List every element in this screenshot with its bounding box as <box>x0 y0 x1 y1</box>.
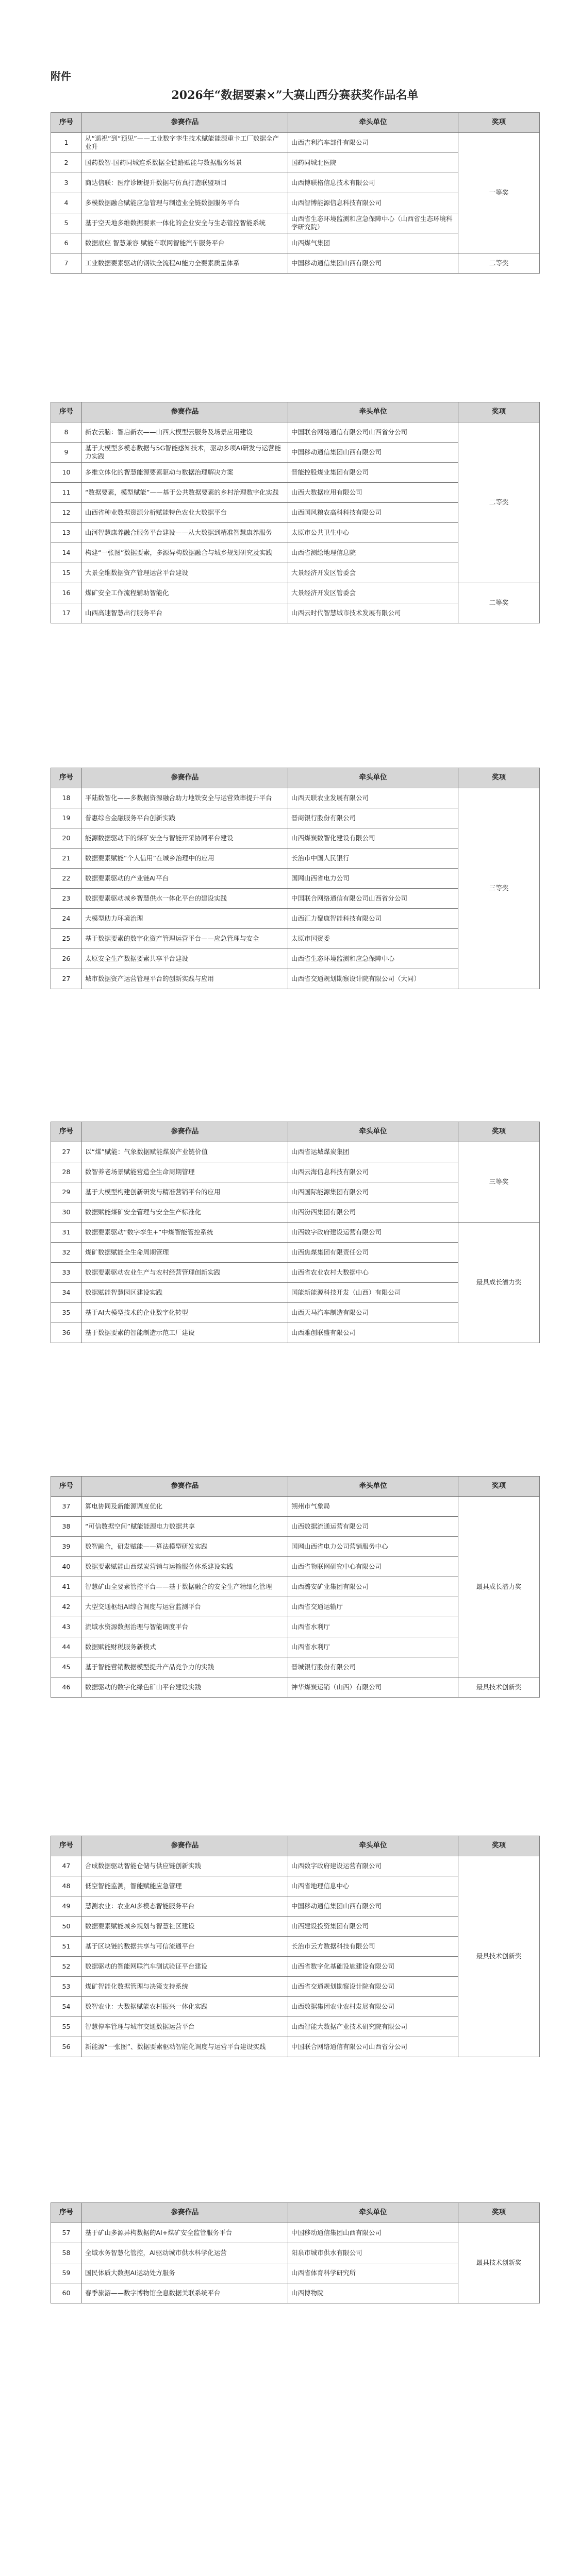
table-row <box>51 1856 540 1876</box>
table-header-row <box>51 1477 540 1497</box>
work-title: 数据赋能智慧园区建设实践 <box>82 1283 288 1303</box>
work-title: 太原安全生产数据要素共享平台建设 <box>82 949 288 969</box>
work-title: 煤矿安全工作流程辅助智能化 <box>82 583 288 603</box>
work-title: 数据驱动的数字化绿色矿山平台建设实践 <box>82 1677 288 1698</box>
lead-unit: 中国联合网络通信有限公司山西省分公司 <box>288 889 458 909</box>
row-number: 59 <box>51 2263 82 2283</box>
work-title: 数智融合，研发赋能——算法模型研发实践 <box>82 1537 288 1557</box>
row-number: 9 <box>51 443 82 463</box>
row-number: 46 <box>51 1677 82 1698</box>
column-header: 序号 <box>51 2203 82 2223</box>
work-title: 城市数据资产运营管理平台的创新实践与应用 <box>82 969 288 989</box>
lead-unit: 太原市公共卫生中心 <box>288 523 458 543</box>
row-number: 12 <box>51 503 82 523</box>
table-header-row <box>51 1122 540 1142</box>
award-cell: 三等奖 <box>458 788 540 989</box>
work-title: 大模型助力环境治理 <box>82 909 288 929</box>
row-number: 51 <box>51 1937 82 1957</box>
work-title: 山河智慧康养融合服务平台建设——从大数据到精准智慧康养服务 <box>82 523 288 543</box>
lead-unit: 山西省水利厅 <box>288 1637 458 1657</box>
row-number: 42 <box>51 1597 82 1617</box>
column-header: 序号 <box>51 768 82 788</box>
row-number: 38 <box>51 1517 82 1537</box>
work-title: 数据要素驱动“数字孪生+”中煤智能管控系统 <box>82 1223 288 1243</box>
work-title: 算电协同及新能源调度优化 <box>82 1497 288 1517</box>
lead-unit: 山西省水利厅 <box>288 1617 458 1637</box>
work-title: 数智养老场景赋能营造全生命周期管理 <box>82 1162 288 1182</box>
row-number: 35 <box>51 1303 82 1323</box>
work-title: 合成数据驱动智能仓储与供应链创新实践 <box>82 1856 288 1876</box>
lead-unit: 晋能控股煤业集团有限公司 <box>288 463 458 483</box>
lead-unit: 山西大数据应用有限公司 <box>288 483 458 503</box>
lead-unit: 山西省体育科学研究所 <box>288 2263 458 2283</box>
row-number: 3 <box>51 173 82 193</box>
work-title: 数据要素驱动城乡智慧供水一体化平台的建设实践 <box>82 889 288 909</box>
award-cell: 二等奖 <box>458 583 540 623</box>
work-title: 多维立体化的智慧能源要素驱动与数据治理解决方案 <box>82 463 288 483</box>
row-number: 15 <box>51 563 82 583</box>
column-header: 序号 <box>51 1122 82 1142</box>
row-number: 39 <box>51 1537 82 1557</box>
row-number: 21 <box>51 849 82 869</box>
lead-unit: 山西建设投资集团有限公司 <box>288 1917 458 1937</box>
work-title: 国民体质大数据AI运动处方服务 <box>82 2263 288 2283</box>
column-header: 牵头单位 <box>288 402 458 422</box>
row-number: 26 <box>51 949 82 969</box>
work-title: 数据驱动的智能网联汽车测试验证平台建设 <box>82 1957 288 1977</box>
row-number: 2 <box>51 153 82 173</box>
lead-unit: 山西数字政府建设运营有限公司 <box>288 1856 458 1876</box>
work-title: 基于大模型多模态数据与5G智能感知技术，驱动多项AI研发与运营能力实践 <box>82 443 288 463</box>
award-table <box>51 2202 540 2303</box>
row-number: 11 <box>51 483 82 503</box>
row-number: 6 <box>51 233 82 253</box>
column-header: 参赛作品 <box>82 2203 288 2223</box>
row-number: 30 <box>51 1202 82 1223</box>
row-number: 5 <box>51 213 82 233</box>
table-header-row <box>51 113 540 133</box>
row-number: 20 <box>51 828 82 849</box>
column-header: 序号 <box>51 1477 82 1497</box>
work-title: 山西高速智慧出行服务平台 <box>82 603 288 623</box>
row-number: 29 <box>51 1182 82 1202</box>
lead-unit: 国能新能源科技开发（山西）有限公司 <box>288 1283 458 1303</box>
column-header: 牵头单位 <box>288 768 458 788</box>
table-header-row <box>51 2203 540 2223</box>
row-number: 49 <box>51 1896 82 1917</box>
work-title: 大型交通枢纽AI综合调度与运营监测平台 <box>82 1597 288 1617</box>
lead-unit: 山西省生态环境监测和应急保障中心（山西省生态环境科学研究院） <box>288 213 458 233</box>
lead-unit: 山西吉利汽车部件有限公司 <box>288 133 458 153</box>
column-header: 奖项 <box>458 1122 540 1142</box>
work-title: 山西省种业数据资源分析赋能特色农业大数据平台 <box>82 503 288 523</box>
lead-unit: 山西省交通规划勘察设计院有限公司（大同） <box>288 969 458 989</box>
lead-unit: 中国移动通信集团山西有限公司 <box>288 443 458 463</box>
column-header: 牵头单位 <box>288 1477 458 1497</box>
work-title: 数据要素赋能城乡规划与智慧社区建设 <box>82 1917 288 1937</box>
award-table <box>51 768 540 989</box>
award-table <box>51 112 540 274</box>
column-header: 牵头单位 <box>288 1836 458 1856</box>
row-number: 16 <box>51 583 82 603</box>
lead-unit: 山西天马汽车制造有限公司 <box>288 1303 458 1323</box>
work-title: 基于大模型构建创新研发与精准营销平台的应用 <box>82 1182 288 1202</box>
work-title: 基于数据要素的数字化资产管理运营平台——应急管理与安全 <box>82 929 288 949</box>
lead-unit: 中国移动通信集团山西有限公司 <box>288 1896 458 1917</box>
lead-unit: 中国联合网络通信有限公司山西省分公司 <box>288 2037 458 2057</box>
table-row <box>51 133 540 153</box>
work-title: 智慧停车管理与城市交通数据运营平台 <box>82 2017 288 2037</box>
column-header: 参赛作品 <box>82 1122 288 1142</box>
lead-unit: 山西省交通运输厅 <box>288 1597 458 1617</box>
row-number: 43 <box>51 1617 82 1637</box>
work-title: 普惠综合金融服务平台创新实践 <box>82 808 288 828</box>
lead-unit: 大景经济开发区管委会 <box>288 583 458 603</box>
row-number: 45 <box>51 1657 82 1677</box>
lead-unit: 晋商银行股份有限公司 <box>288 808 458 828</box>
lead-unit: 山西汇力聚康智能科技有限公司 <box>288 909 458 929</box>
row-number: 31 <box>51 1223 82 1243</box>
lead-unit: 山西煤炭数智化建设有限公司 <box>288 828 458 849</box>
column-header: 奖项 <box>458 402 540 422</box>
row-number: 32 <box>51 1243 82 1263</box>
column-header: 参赛作品 <box>82 768 288 788</box>
work-title: “数据要素，模型赋能”——基于公共数据要素的乡村治理数字化实践 <box>82 483 288 503</box>
row-number: 34 <box>51 1283 82 1303</box>
work-title: 基于数据要素的智能制造示范工厂建设 <box>82 1323 288 1343</box>
lead-unit: 山西省运城煤炭集团 <box>288 1142 458 1162</box>
row-number: 8 <box>51 422 82 443</box>
lead-unit: 中国移动通信集团山西有限公司 <box>288 2223 458 2243</box>
row-number: 18 <box>51 788 82 808</box>
work-title: 慧测农业：农业AI多模态智能服务平台 <box>82 1896 288 1917</box>
lead-unit: 山西省地理信息中心 <box>288 1876 458 1896</box>
row-number: 1 <box>51 133 82 153</box>
row-number: 7 <box>51 253 82 274</box>
table-row <box>51 253 540 274</box>
work-title: 工业数据要素驱动的钢铁全流程AI能力全要素质量体系 <box>82 253 288 274</box>
lead-unit: 山西博联格信息技术有限公司 <box>288 173 458 193</box>
award-cell: 最具技术创新奖 <box>458 2223 540 2303</box>
row-number: 44 <box>51 1637 82 1657</box>
work-title: 低空智能监测，智能赋能应急管理 <box>82 1876 288 1896</box>
work-title: 新能源“一张图”、数据要素驱动智能化调度与运营平台建设实践 <box>82 2037 288 2057</box>
row-number: 36 <box>51 1323 82 1343</box>
lead-unit: 山西智能大数据产业技术研究院有限公司 <box>288 2017 458 2037</box>
lead-unit: 晋城银行股份有限公司 <box>288 1657 458 1677</box>
work-title: 商达信联：医疗诊断提升数据与仿真打造联盟项目 <box>82 173 288 193</box>
table-row <box>51 1497 540 1517</box>
lead-unit: 中国移动通信集团山西有限公司 <box>288 253 458 274</box>
work-title: 煤矿数据赋能全生命周期管理 <box>82 1243 288 1263</box>
work-title: 构建“一张图”数据要素，多源异构数据融合与城乡规划研究及实践 <box>82 543 288 563</box>
lead-unit: 国网山西省电力公司营销服务中心 <box>288 1537 458 1557</box>
work-title: 以“煤”赋能：气象数据赋能煤炭产业链价值 <box>82 1142 288 1162</box>
work-title: 数据要素驱动的产业链AI平台 <box>82 869 288 889</box>
document-title: 2026年“数据要素×”大赛山西分赛获奖作品名单 <box>171 89 419 102</box>
work-title: 能源数据驱动下的煤矿安全与智能开采协同平台建设 <box>82 828 288 849</box>
work-title: 从“遥祝”到“预见”——工业数字孪生技术赋能能源重卡工厂数据全产业升 <box>82 133 288 153</box>
work-title: 多模数据融合赋能应急管理与制造业全链数据服务平台 <box>82 193 288 213</box>
lead-unit: 山西省物联网研究中心有限公司 <box>288 1557 458 1577</box>
lead-unit: 阳泉市城市供水有限公司 <box>288 2243 458 2263</box>
column-header: 牵头单位 <box>288 113 458 133</box>
row-number: 52 <box>51 1957 82 1977</box>
row-number: 4 <box>51 193 82 213</box>
row-number: 60 <box>51 2283 82 2303</box>
lead-unit: 长治市中国人民银行 <box>288 849 458 869</box>
row-number: 14 <box>51 543 82 563</box>
lead-unit: 大景经济开发区管委会 <box>288 563 458 583</box>
column-header: 序号 <box>51 1836 82 1856</box>
table-header-row <box>51 402 540 422</box>
row-number: 41 <box>51 1577 82 1597</box>
row-number: 54 <box>51 1997 82 2017</box>
table-row <box>51 1223 540 1243</box>
work-title: 数据要素赋能“个人信用”在城乡治理中的应用 <box>82 849 288 869</box>
work-title: 数智农业：大数据赋能农村振兴一体化实践 <box>82 1997 288 2017</box>
lead-unit: 山西省测绘地理信息院 <box>288 543 458 563</box>
work-title: 流域水资源数据治理与智能调度平台 <box>82 1617 288 1637</box>
row-number: 48 <box>51 1876 82 1896</box>
row-number: 10 <box>51 463 82 483</box>
row-number: 27 <box>51 1142 82 1162</box>
row-number: 55 <box>51 2017 82 2037</box>
award-cell: 二等奖 <box>458 422 540 583</box>
row-number: 13 <box>51 523 82 543</box>
row-number: 22 <box>51 869 82 889</box>
row-number: 47 <box>51 1856 82 1876</box>
award-cell: 最具成长潜力奖 <box>458 1223 540 1343</box>
work-title: 基于矿山多源异构数据的AI+煤矿安全监管服务平台 <box>82 2223 288 2243</box>
lead-unit: 山西焦煤集团有限责任公司 <box>288 1243 458 1263</box>
award-table <box>51 1122 540 1343</box>
row-number: 24 <box>51 909 82 929</box>
lead-unit: 山西天联农业发展有限公司 <box>288 788 458 808</box>
row-number: 37 <box>51 1497 82 1517</box>
lead-unit: 神华煤炭运销（山西）有限公司 <box>288 1677 458 1698</box>
attachment-label: 附件 <box>51 70 71 82</box>
award-cell: 二等奖 <box>458 253 540 274</box>
lead-unit: 山西数据集团农业农村发展有限公司 <box>288 1997 458 2017</box>
lead-unit: 山西省数字化基础设施建设有限公司 <box>288 1957 458 1977</box>
row-number: 19 <box>51 808 82 828</box>
lead-unit: 山西数据流通运营有限公司 <box>288 1517 458 1537</box>
row-number: 28 <box>51 1162 82 1182</box>
lead-unit: 山西数字政府建设运营有限公司 <box>288 1223 458 1243</box>
lead-unit: 山西煤气集团 <box>288 233 458 253</box>
work-title: 新农云脑：智启新农——山西大模型云服务及场景应用建设 <box>82 422 288 443</box>
award-cell: 最具技术创新奖 <box>458 1856 540 2057</box>
lead-unit: 太原市国资委 <box>288 929 458 949</box>
lead-unit: 长治市云方数据科技有限公司 <box>288 1937 458 1957</box>
column-header: 参赛作品 <box>82 1477 288 1497</box>
lead-unit: 国药同城北医院 <box>288 153 458 173</box>
column-header: 牵头单位 <box>288 1122 458 1142</box>
work-title: 数据底座 智慧兼容 赋能车联网智能汽车服务平台 <box>82 233 288 253</box>
lead-unit: 山西省交通规划勘察设计院有限公司 <box>288 1977 458 1997</box>
work-title: 基于AI大模型技术的企业数字化转型 <box>82 1303 288 1323</box>
lead-unit: 山西智博能源信息科技有限公司 <box>288 193 458 213</box>
work-title: 数据要素驱动农业生产与农村经营管理创新实践 <box>82 1263 288 1283</box>
row-number: 23 <box>51 889 82 909</box>
work-title: 数据赋能煤矿安全管理与安全生产标准化 <box>82 1202 288 1223</box>
award-cell: 最具成长潜力奖 <box>458 1497 540 1677</box>
row-number: 27 <box>51 969 82 989</box>
row-number: 40 <box>51 1557 82 1577</box>
table-row <box>51 2223 540 2243</box>
table-row <box>51 1677 540 1698</box>
work-title: 数据要素赋能山西煤炭营销与运输服务体系建设实践 <box>82 1557 288 1577</box>
column-header: 牵头单位 <box>288 2203 458 2223</box>
work-title: 数据赋能财税服务新模式 <box>82 1637 288 1657</box>
column-header: 参赛作品 <box>82 113 288 133</box>
work-title: 基于区块链的数据共享与可信流通平台 <box>82 1937 288 1957</box>
column-header: 序号 <box>51 402 82 422</box>
table-row <box>51 788 540 808</box>
award-cell: 最具技术创新奖 <box>458 1677 540 1698</box>
work-title: 基于智能营销数据模型提升产品竞争力的实践 <box>82 1657 288 1677</box>
work-title: 大景全维数据资产管理运营平台建设 <box>82 563 288 583</box>
award-table <box>51 1836 540 2057</box>
column-header: 奖项 <box>458 768 540 788</box>
column-header: 参赛作品 <box>82 402 288 422</box>
work-title: 平陆数智化——多数据资源融合助力地铁安全与运营效率提升平台 <box>82 788 288 808</box>
lead-unit: 山西潞安矿业集团有限公司 <box>288 1577 458 1597</box>
row-number: 58 <box>51 2243 82 2263</box>
lead-unit: 山西省生态环境监测和应急保障中心 <box>288 949 458 969</box>
row-number: 53 <box>51 1977 82 1997</box>
award-table <box>51 402 540 623</box>
work-title: 智慧矿山全要素管控平台——基于数据融合的安全生产精细化管理 <box>82 1577 288 1597</box>
lead-unit: 山西省农业农村大数据中心 <box>288 1263 458 1283</box>
lead-unit: 山西国风粮农高科科技有限公司 <box>288 503 458 523</box>
award-table <box>51 1476 540 1698</box>
work-title: 国药数智-国药同城连系数据全链路赋能与数据服务场景 <box>82 153 288 173</box>
table-row <box>51 1142 540 1162</box>
row-number: 57 <box>51 2223 82 2243</box>
lead-unit: 山西国际能源集团有限公司 <box>288 1182 458 1202</box>
lead-unit: 山西博物院 <box>288 2283 458 2303</box>
table-header-row <box>51 1836 540 1856</box>
work-title: “可信数据空间”赋能能源电力数据共享 <box>82 1517 288 1537</box>
lead-unit: 山西云时代智慧城市技术发展有限公司 <box>288 603 458 623</box>
lead-unit: 国网山西省电力公司 <box>288 869 458 889</box>
row-number: 33 <box>51 1263 82 1283</box>
row-number: 25 <box>51 929 82 949</box>
row-number: 17 <box>51 603 82 623</box>
work-title: 全域水务智慧化管控，AI驱动城市供水科学化运营 <box>82 2243 288 2263</box>
row-number: 56 <box>51 2037 82 2057</box>
column-header: 奖项 <box>458 2203 540 2223</box>
column-header: 奖项 <box>458 113 540 133</box>
lead-unit: 山西云海信息科技有限公司 <box>288 1162 458 1182</box>
work-title: 煤矿智能化数据管理与决策支持系统 <box>82 1977 288 1997</box>
award-cell: 一等奖 <box>458 133 540 253</box>
lead-unit: 山西雅创联盛有限公司 <box>288 1323 458 1343</box>
lead-unit: 中国联合网络通信有限公司山西省分公司 <box>288 422 458 443</box>
table-header-row <box>51 768 540 788</box>
table-row <box>51 422 540 443</box>
row-number: 50 <box>51 1917 82 1937</box>
lead-unit: 朔州市气象局 <box>288 1497 458 1517</box>
award-cell: 三等奖 <box>458 1142 540 1223</box>
column-header: 奖项 <box>458 1477 540 1497</box>
column-header: 参赛作品 <box>82 1836 288 1856</box>
work-title: 春季旅游——数字博物馆全息数据关联系统平台 <box>82 2283 288 2303</box>
column-header: 序号 <box>51 113 82 133</box>
table-row <box>51 583 540 603</box>
work-title: 基于空天地多维数据要素一体化的企业安全与生态管控智能系统 <box>82 213 288 233</box>
lead-unit: 山西汾西集团有限公司 <box>288 1202 458 1223</box>
column-header: 奖项 <box>458 1836 540 1856</box>
